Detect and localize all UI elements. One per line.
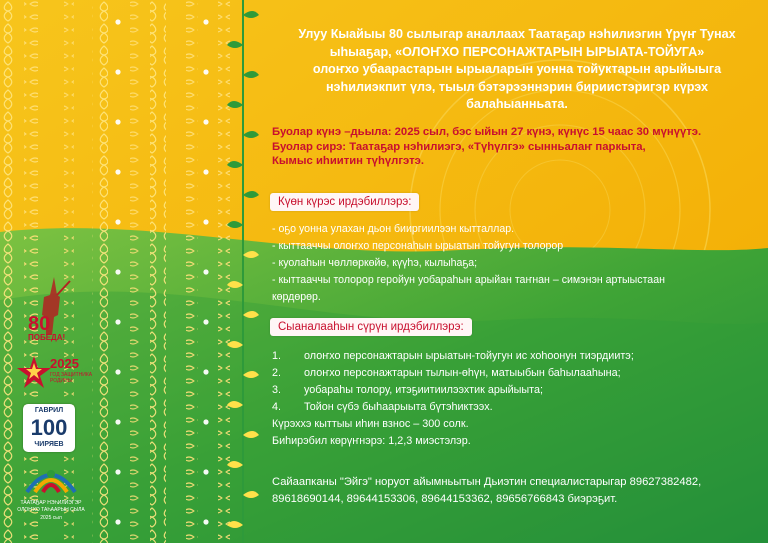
list-number: 2. <box>272 367 282 379</box>
section-2-label: Сыаналааһын сүрүн ирдэбиллэрэ: <box>270 318 472 336</box>
gavril-chiryaev-logo <box>23 404 75 452</box>
list-text: олоҥхо персонажтарын тылын-өһүн, матыыбын баһылааһына; <box>304 367 621 379</box>
list-item: - кыттааччы олоҥхо персонаһын ырыатын тойугун толорор <box>272 240 564 252</box>
event-place: Буолар сирэ: Таатаҕар нэһилиэгэ, «Түһүлгэ» сынньалаҥ паркыта, <box>272 140 646 153</box>
list-text: Тойон сүбэ быһаарыыта бүтэһиктээх. <box>304 401 493 413</box>
list-number: 4. <box>272 401 282 413</box>
fee-line: Күрэххэ кыттыы иһин взнос – 300 солк. <box>272 418 469 430</box>
defender-text-2: РОДИНЫ <box>50 378 73 384</box>
event-date: Буолар күнэ –дьыла: 2025 сыл, бэс ыйын 27 күнэ, күнүс 15 чаас 30 мүнүүтэ. <box>272 126 702 138</box>
contacts <box>272 474 762 508</box>
list-item <box>272 382 762 399</box>
list-text: олоҥхо персонажтарын ырыатын-тойугун ис хоһоонун тиэрдиитэ; <box>304 350 634 362</box>
event-place-detail: Кымыс иһиитин түһүлгэтэ. <box>272 155 425 167</box>
victory-number: 80 <box>28 313 51 335</box>
title-line-4: нэһилиэкпит үлэ, тыыл бэтэрээннэрин бириистэригэр күрэх <box>325 79 709 94</box>
tatta-line-2: ОЛОҤХО ТАҺААРЫН СЫЛА <box>17 507 85 513</box>
list-item: - кыттааччы толорор геройун уобараһын арыйан таҥнан – симэнэн артыыстаан <box>272 274 665 286</box>
list-item: - куолаһын чөллөркөйө, күүһэ, кылыһаҕа; <box>272 257 478 269</box>
section-1-label: Күөн күрэс ирдэбиллэрэ: <box>270 193 419 211</box>
list-item <box>272 348 762 365</box>
list-item: көрдөрөр. <box>272 291 321 303</box>
list-item <box>272 399 762 416</box>
victory-80-logo <box>24 275 74 345</box>
list-item: - оҕо уонна улахан дьон бииргиилээн кытталлар. <box>272 223 515 235</box>
prizes-line: Биһирэбил көрүҥнэрэ: 1,2,3 миэстэлэр. <box>272 435 471 447</box>
red-star-icon <box>16 354 52 390</box>
victory-word: ПОБЕДА! <box>28 333 66 342</box>
gavril-number: 100 <box>30 415 68 440</box>
event-info <box>272 125 762 169</box>
tatta-olonkho-logo <box>12 462 90 532</box>
contacts-line-1: Сайаапканы "Эйгэ" норуот айымньытын Дьиэтин специалистарыгар 89627382482, <box>272 476 702 488</box>
defender-text-1: ГОД ЗАЩИТНИКА <box>50 372 93 378</box>
gavril-bottom-text: ЧИРЯЕВ <box>34 441 64 448</box>
tatta-line-1: ТААТАҔАР НЭҺИЛИЭГЭР <box>20 500 82 506</box>
olonkho-emblem-icon <box>23 462 79 498</box>
list-number: 1. <box>272 350 282 362</box>
list-item <box>272 365 762 382</box>
defender-year: 2025 <box>50 356 79 371</box>
contacts-line-2: 89618690144, 89644153306, 89644153362, 89656766843 биэрэҕит. <box>272 493 618 505</box>
title-line-2: ыһыаҕар, «ОЛОҤХО ПЕРСОНАЖТАРЫН ЫРЫАТА-ТОЙУГА» <box>329 44 705 59</box>
title-line-3: олоҥхо убаарастарын ырыаларын уонна тойуктарын арыйыыга <box>312 62 722 76</box>
gavril-top-text: ГАВРИЛ <box>34 407 64 414</box>
title-line-5: балаһыанньата. <box>466 97 568 111</box>
list-text: уобараһы толору, итэҕиитиилээхтик арыйыыта; <box>304 384 544 396</box>
section-1-list <box>272 221 762 306</box>
defender-year-logo <box>16 354 96 394</box>
list-number: 3. <box>272 384 282 396</box>
title-line-1: Улуу Кыайыы 80 сылыгар аналлаах Таатаҕар нэһилиэгин Үрүҥ Тунах <box>298 27 736 41</box>
document-title <box>272 26 762 114</box>
tatta-line-3: 2025 сыл <box>40 515 62 521</box>
section-2-list <box>272 348 762 450</box>
